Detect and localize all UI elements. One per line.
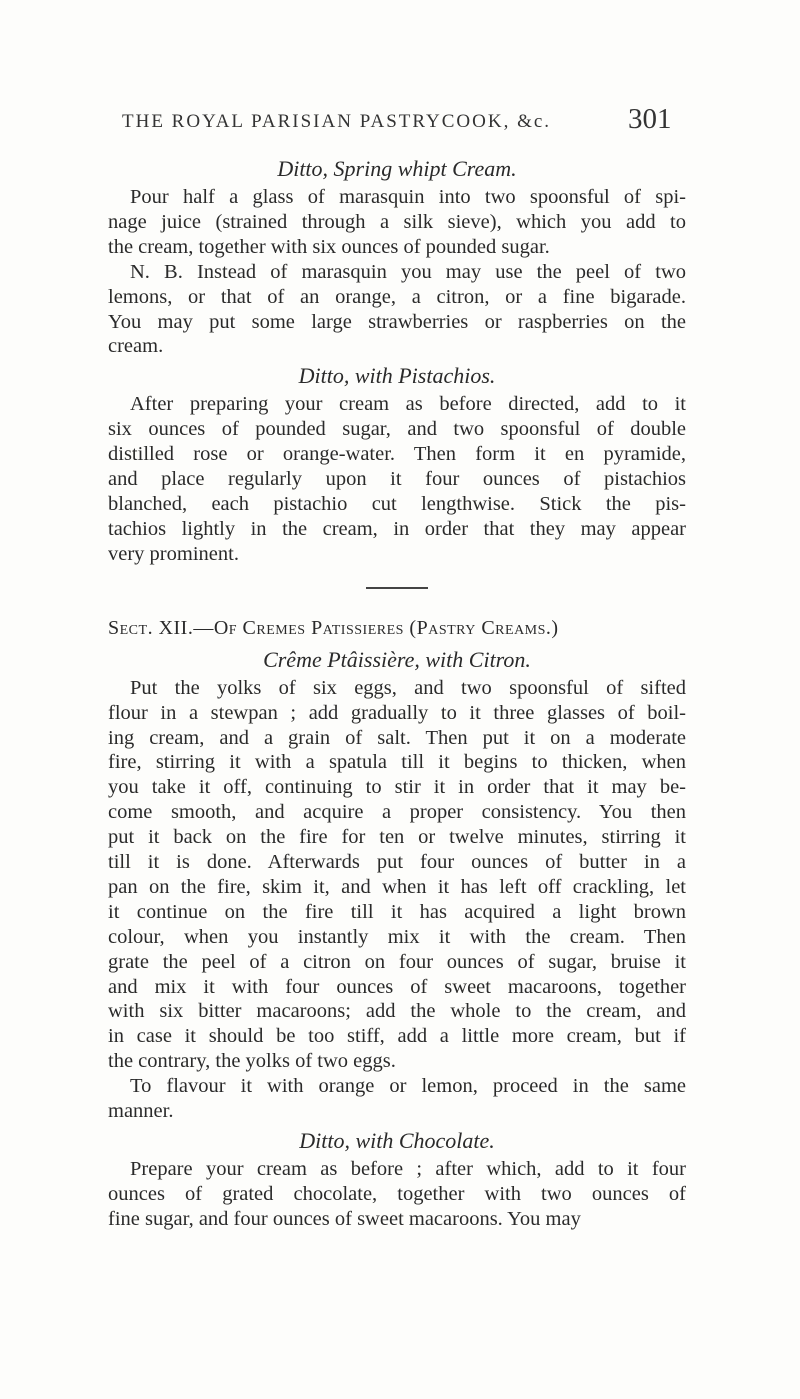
running-title: THE ROYAL PARISIAN PASTRYCOOK, &c.	[122, 111, 552, 132]
text-line: You may put some large strawberries or raspberries on the	[108, 310, 686, 333]
paragraph-spring-cream-nb	[108, 260, 686, 360]
heading-spring-whipt-cream: Ditto, Spring whipt Cream.	[277, 156, 517, 181]
section-divider	[366, 587, 428, 589]
text-line: flour in a stewpan ; add gradually to it three glasses of boil-	[108, 701, 686, 724]
text-line: nage juice (strained through a silk sieve), which you add to	[108, 210, 686, 233]
paragraph-chocolate	[108, 1157, 686, 1232]
text-line: fine sugar, and four ounces of sweet macaroons. You may	[108, 1207, 581, 1230]
paragraph-citron-1	[108, 676, 686, 1075]
text-line: and mix it with four ounces of sweet macaroons, together	[108, 975, 686, 998]
text-line: cream.	[108, 335, 164, 358]
text-line: and place regularly upon it four ounces of pistachios	[108, 468, 686, 491]
text-line: ing cream, and a grain of salt. Then put it on a moderate	[108, 726, 686, 749]
running-head	[0, 103, 800, 143]
text-line: in case it should be too stiff, add a little more cream, but if	[108, 1025, 686, 1048]
text-line: colour, when you instantly mix it with the cream. Then	[108, 925, 686, 948]
text-line: N. B. Instead of marasquin you may use the peel of two	[130, 260, 686, 283]
text-line: distilled rose or orange-water. Then form it en pyramide,	[108, 443, 686, 466]
text-line: come smooth, and acquire a proper consistency. You then	[108, 801, 686, 824]
heading-creme-patissiere-citron: Crême Ptâissière, with Citron.	[263, 646, 531, 672]
text-line: To flavour it with orange or lemon, proceed in the same	[130, 1075, 686, 1098]
page-number: 301	[628, 103, 672, 135]
text-line: the cream, together with six ounces of pounded sugar.	[108, 235, 550, 258]
text-line: pan on the fire, skim it, and when it has left off crackling, let	[108, 875, 686, 898]
heading-with-chocolate: Ditto, with Chocolate.	[299, 1128, 495, 1153]
text-line: six ounces of pounded sugar, and two spoonsful of double	[108, 418, 686, 441]
text-line: fire, stirring it with a spatula till it begins to thicken, when	[108, 751, 686, 774]
text-line: Put the yolks of six eggs, and two spoonsful of sifted	[130, 676, 686, 699]
text-line: the contrary, the yolks of two eggs.	[108, 1050, 396, 1073]
text-line: Prepare your cream as before ; after which, add to it four	[130, 1158, 686, 1180]
text-line: manner.	[108, 1100, 174, 1123]
paragraph-citron-2	[108, 1074, 686, 1124]
text-line: grate the peel of a citron on four ounces of sugar, bruise it	[108, 950, 686, 973]
heading-with-pistachios: Ditto, with Pistachios.	[298, 363, 496, 389]
text-line: you take it off, continuing to stir it in order that it may be-	[108, 776, 686, 799]
text-line: it continue on the fire till it has acquired a light brown	[108, 900, 686, 923]
text-line: ounces of grated chocolate, together with two ounces of	[108, 1182, 686, 1205]
text-line: Pour half a glass of marasquin into two spoonsful of spi-	[130, 186, 686, 208]
text-line: very prominent.	[108, 542, 239, 565]
text-line: lemons, or that of an orange, a citron, or a fine bigarade.	[108, 285, 686, 308]
text-body	[108, 152, 686, 1232]
text-line: with six bitter macaroons; add the whole to the cream, and	[108, 1000, 686, 1023]
text-line: After preparing your cream as before directed, add to it	[130, 393, 686, 416]
text-line: till it is done. Afterwards put four ounces of butter in a	[108, 851, 686, 874]
section-xii-heading: Sect. XII.—Of Cremes Patissieres (Pastry Creams.)	[108, 616, 559, 639]
paragraph-pistachios	[108, 392, 686, 566]
paragraph-spring-cream-1	[108, 185, 686, 260]
text-line: put it back on the fire for ten or twelve minutes, stirring it	[108, 826, 686, 849]
text-line: tachios lightly in the cream, in order that they may appear	[108, 517, 686, 540]
text-line: blanched, each pistachio cut lengthwise. Stick the pis-	[108, 492, 686, 515]
